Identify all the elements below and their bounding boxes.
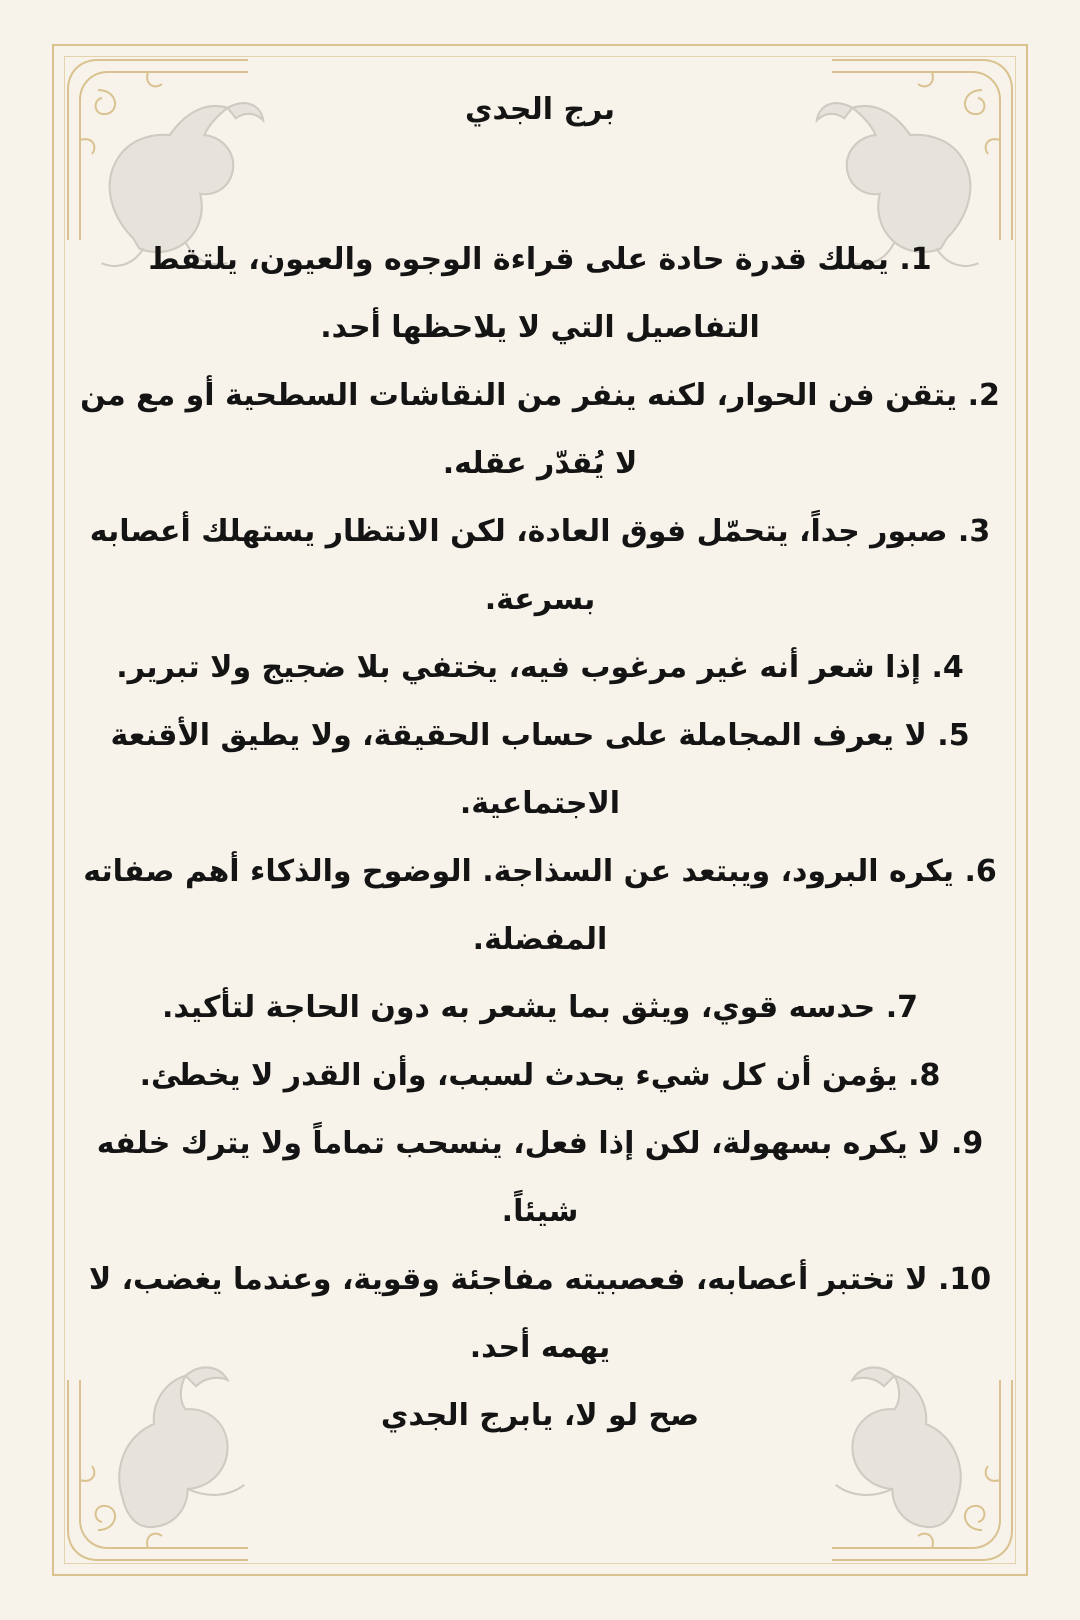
list-item: 1. يملك قدرة حادة على قراءة الوجوه والعيون، يلتقط التفاصيل التي لا يلاحظها أحد. — [148, 242, 932, 345]
list-item: 5. لا يعرف المجاملة على حساب الحقيقة، ولا يطيق الأقنعة الاجتماعية. — [110, 718, 970, 821]
list-item: 9. لا يكره بسهولة، لكن إذا فعل، ينسحب تماماً ولا يترك خلفه شيئاً. — [96, 1126, 984, 1229]
list-item: 4. إذا شعر أنه غير مرغوب فيه، يختفي بلا ضجيج ولا تبرير. — [116, 650, 964, 685]
list-item: 6. يكره البرود، ويبتعد عن السذاجة. الوضوح والذكاء أهم صفاته المفضلة. — [83, 854, 997, 957]
list-item: 2. يتقن فن الحوار، لكنه ينفر من النقاشات السطحية أو مع من لا يُقدّر عقله. — [80, 378, 1000, 481]
list-item: 7. حدسه قوي، ويثق بما يشعر به دون الحاجة لتأكيد. — [161, 990, 919, 1025]
list-item: 10. لا تختبر أعصابه، فعصبيته مفاجئة وقوية، وعندما يغضب، لا يهمه أحد. — [88, 1262, 992, 1365]
trait-list — [70, 226, 1010, 1382]
list-item: 8. يؤمن أن كل شيء يحدث لسبب، وأن القدر لا يخطئ. — [139, 1058, 941, 1093]
post-content — [70, 78, 1010, 1450]
closing-line: صح لو لا، يابرج الجدي — [380, 1398, 700, 1433]
list-item: 3. صبور جداً، يتحمّل فوق العادة، لكن الانتظار يستهلك أعصابه بسرعة. — [89, 514, 991, 617]
page-title: برج الجدي — [465, 92, 615, 127]
